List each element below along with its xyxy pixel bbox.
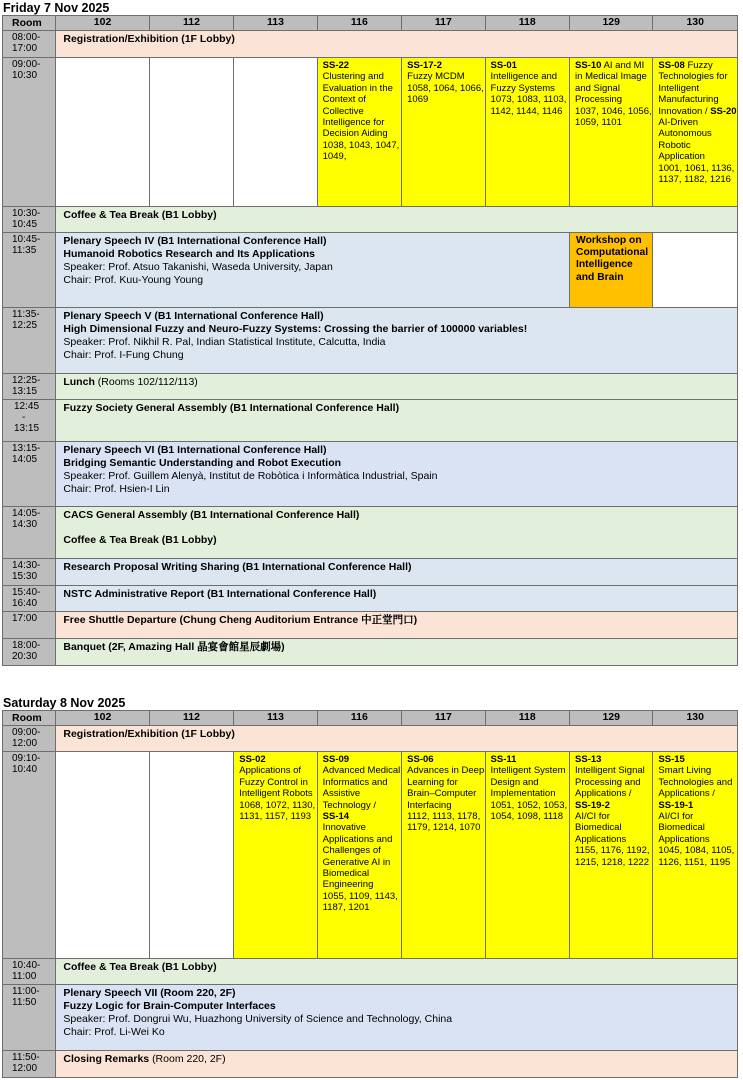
session-ss-06[interactable]: SS-06 Advances in Deep Learning for Brain–Computer Interfacing 1112, 1113, 1178, 1179, 1214, 1070 — [402, 752, 485, 959]
time-cell: 10:30- 10:45 — [3, 207, 56, 233]
header-116: 116 — [317, 16, 402, 31]
nstc-report-cell: NSTC Administrative Report (B1 International Conference Hall) — [56, 586, 738, 612]
coffee-break-cell: Coffee & Tea Break (B1 Lobby) — [56, 959, 738, 985]
empty-cell-112 — [149, 752, 234, 959]
row-plenary-4 — [3, 233, 738, 308]
time-cell: 09:10- 10:40 — [3, 752, 56, 959]
row-closing-remarks — [3, 1051, 738, 1078]
row-registration — [3, 31, 738, 58]
header-118: 118 — [485, 16, 570, 31]
row-plenary-6 — [3, 442, 738, 507]
header-118: 118 — [485, 711, 570, 726]
fuzzy-assembly-cell: Fuzzy Society General Assembly (B1 International Conference Hall) — [56, 400, 738, 442]
friday-schedule-table — [2, 15, 738, 666]
header-102: 102 — [56, 16, 149, 31]
row-coffee-break — [3, 959, 738, 985]
registration-cell: Registration/Exhibition (1F Lobby) — [56, 31, 738, 58]
header-113: 113 — [234, 711, 317, 726]
row-registration — [3, 726, 738, 752]
time-cell: 10:40- 11:00 — [3, 959, 56, 985]
empty-cell-130 — [653, 233, 738, 308]
header-113: 113 — [234, 16, 317, 31]
cacs-assembly-cell: CACS General Assembly (B1 International Conference Hall) Coffee & Tea Break (B1 Lobby) — [56, 507, 738, 559]
banquet-cell: Banquet (2F, Amazing Hall 晶宴會館星辰劇場) — [56, 639, 738, 666]
header-116: 116 — [317, 711, 402, 726]
plenary-7-cell: Plenary Speech VII (Room 220, 2F) Fuzzy Logic for Brain-Computer Interfaces Speaker: Prof. Dongrui Wu, Huazhong University of Science and Technology, China Chair: Prof. Li-Wei Ko — [56, 985, 738, 1051]
plenary-4-cell: Plenary Speech IV (B1 International Conference Hall) Humanoid Robotics Research and Its Applications Speaker: Prof. Atsuo Takanishi, Waseda University, Japan Chair: Prof. Kuu-Young Young — [56, 233, 570, 308]
time-cell: 14:05- 14:30 — [3, 507, 56, 559]
session-ss-01[interactable]: SS-01 Intelligence and Fuzzy Systems 1073, 1083, 1103, 1142, 1144, 1146 — [485, 58, 570, 207]
session-ss-10[interactable]: SS-10 AI and MI in Medical Image and Signal Processing 1037, 1046, 1056, 1059, 1101 — [570, 58, 653, 207]
session-ss-22[interactable]: SS-22 Clustering and Evaluation in the Context of Collective Intelligence for Decision Aiding 1038, 1043, 1047, 1049, — [317, 58, 402, 207]
header-130: 130 — [653, 16, 738, 31]
saturday-schedule-table — [2, 710, 738, 1078]
empty-cell-113 — [234, 58, 317, 207]
header-row — [3, 16, 738, 31]
saturday-title: Saturday 8 Nov 2025 — [3, 696, 126, 710]
time-cell: 18:00- 20:30 — [3, 639, 56, 666]
row-writing-sharing — [3, 559, 738, 586]
header-130: 130 — [653, 711, 738, 726]
empty-cell-112 — [149, 58, 234, 207]
row-sessions — [3, 58, 738, 207]
session-ss-08[interactable]: SS-08 Fuzzy Technologies for Intelligent Manufacturing Innovation / SS-20 AI-Driven Autonomous Robotic Application 1001, 1061, 1136, 1137, 1182, 1216 — [653, 58, 738, 207]
session-ss-02[interactable]: SS-02 Applications of Fuzzy Control in Intelligent Robots 1068, 1072, 1130, 1131, 1157, 1193 — [234, 752, 317, 959]
row-plenary-5 — [3, 308, 738, 374]
header-112: 112 — [149, 16, 234, 31]
time-cell: 08:00- 17:00 — [3, 31, 56, 58]
plenary-5-cell: Plenary Speech V (B1 International Conference Hall) High Dimensional Fuzzy and Neuro-Fuzzy Systems: Crossing the barrier of 100000 variables! Speaker: Prof. Nikhil R. Pal, Indian Statistical Institute, Calcutta, India Chair: Prof. I-Fung Chung — [56, 308, 738, 374]
session-ss-09[interactable]: SS-09 Advanced Medical Informatics and Assistive Technology / SS-14 Innovative Applications and Challenges of Generative AI in Biomedical Engineering 1055, 1109, 1143, 1187, 1201 — [317, 752, 402, 959]
header-102: 102 — [56, 711, 149, 726]
time-cell: 09:00- 10:30 — [3, 58, 56, 207]
row-lunch — [3, 374, 738, 400]
writing-sharing-cell: Research Proposal Writing Sharing (B1 International Conference Hall) — [56, 559, 738, 586]
session-ss-15[interactable]: SS-15 Smart Living Technologies and Applications / SS-19-1 AI/CI for Biomedical Applications 1045, 1084, 1105, 1126, 1151, 1195 — [653, 752, 738, 959]
empty-cell-102 — [56, 58, 149, 207]
time-cell: 11:35- 12:25 — [3, 308, 56, 374]
header-129: 129 — [570, 711, 653, 726]
header-117: 117 — [402, 711, 485, 726]
session-ss-13[interactable]: SS-13 Intelligent Signal Processing and Applications / SS-19-2 AI/CI for Biomedical Applications 1155, 1176, 1192, 1215, 1218, 1222 — [570, 752, 653, 959]
time-cell: 12:25- 13:15 — [3, 374, 56, 400]
time-cell: 09:00- 12:00 — [3, 726, 56, 752]
registration-cell: Registration/Exhibition (1F Lobby) — [56, 726, 738, 752]
plenary-6-cell: Plenary Speech VI (B1 International Conference Hall) Bridging Semantic Understanding and Robot Execution Speaker: Prof. Guillem Alenyà, Institut de Robòtica i Informàtica Industrial, Spain Chair: Prof. Hsien-I Lin — [56, 442, 738, 507]
time-cell: 13:15- 14:05 — [3, 442, 56, 507]
time-cell: 17:00 — [3, 612, 56, 639]
coffee-break-cell: Coffee & Tea Break (B1 Lobby) — [56, 207, 738, 233]
row-nstc-report — [3, 586, 738, 612]
header-row — [3, 711, 738, 726]
header-room: Room — [3, 16, 56, 31]
empty-cell-102 — [56, 752, 149, 959]
row-plenary-7 — [3, 985, 738, 1051]
time-cell: 11:00- 11:50 — [3, 985, 56, 1051]
lunch-cell: Lunch (Rooms 102/112/113) — [56, 374, 738, 400]
time-cell: 12:45 - 13:15 — [3, 400, 56, 442]
shuttle-cell: Free Shuttle Departure (Chung Cheng Auditorium Entrance 中正堂門口) — [56, 612, 738, 639]
header-112: 112 — [149, 711, 234, 726]
header-room: Room — [3, 711, 56, 726]
time-cell: 15:40- 16:40 — [3, 586, 56, 612]
row-coffee-break — [3, 207, 738, 233]
row-fuzzy-assembly — [3, 400, 738, 442]
friday-title: Friday 7 Nov 2025 — [3, 1, 110, 15]
time-cell: 10:45- 11:35 — [3, 233, 56, 308]
row-shuttle — [3, 612, 738, 639]
session-ss-11[interactable]: SS-11 Intelligent System Design and Implementation 1051, 1052, 1053, 1054, 1098, 1118 — [485, 752, 570, 959]
session-ss-17-2[interactable]: SS-17-2 Fuzzy MCDM 1058, 1064, 1066, 1069 — [402, 58, 485, 207]
row-banquet — [3, 639, 738, 666]
closing-remarks-cell: Closing Remarks (Room 220, 2F) — [56, 1051, 738, 1078]
time-cell: 14:30- 15:30 — [3, 559, 56, 586]
header-117: 117 — [402, 16, 485, 31]
time-cell: 11:50- 12:00 — [3, 1051, 56, 1078]
workshop-cell[interactable]: Workshop on Computational Intelligence and Brain — [570, 233, 653, 308]
row-sessions — [3, 752, 738, 959]
header-129: 129 — [570, 16, 653, 31]
row-cacs-assembly — [3, 507, 738, 559]
